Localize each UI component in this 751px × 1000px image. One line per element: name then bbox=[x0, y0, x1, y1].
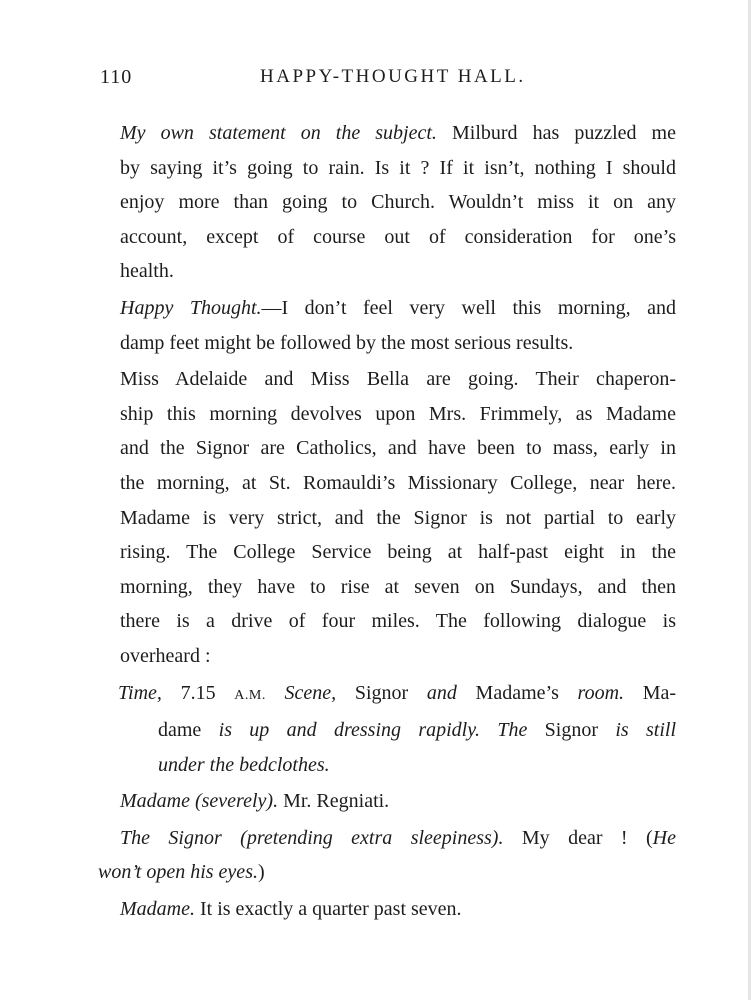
text-line bbox=[98, 291, 676, 326]
text-line bbox=[98, 855, 676, 890]
small-caps: A.M. bbox=[234, 687, 266, 703]
text-line: overheard : bbox=[120, 644, 211, 667]
text-line: enjoy more than going to Church. Wouldn’t miss it on any bbox=[120, 191, 676, 214]
text-line bbox=[98, 784, 676, 819]
speaker: Madame (severely). bbox=[120, 790, 279, 813]
page-number: 110 bbox=[100, 66, 133, 88]
speech: It is exactly a quarter past seven. bbox=[194, 898, 462, 921]
text-line: account, except of course out of consideration for one’s bbox=[120, 225, 676, 248]
text-span: ) bbox=[257, 861, 265, 884]
speech: My dear ! ( bbox=[503, 826, 653, 849]
text-line: Madame is very strict, and the Signor is not partial to early bbox=[120, 506, 676, 529]
running-title: HAPPY-THOUGHT HALL. bbox=[260, 66, 526, 87]
italic-phrase: is up and dressing rapidly. bbox=[218, 719, 480, 742]
italic-phrase: room. bbox=[577, 681, 625, 704]
text-span: Signor bbox=[336, 681, 427, 704]
paragraph-chaperonship bbox=[98, 362, 676, 673]
page-header bbox=[100, 66, 680, 96]
text-line bbox=[98, 821, 676, 856]
italic-phrase: Time, bbox=[118, 681, 162, 704]
text-line: ship this morning devolves upon Mrs. Frimmely, as Madame bbox=[120, 402, 676, 425]
text-line bbox=[158, 748, 676, 783]
speaker: The Signor (pretending extra sleepiness). bbox=[120, 826, 504, 849]
text-span: Ma- bbox=[624, 681, 677, 704]
text-line: damp feet might be followed by the most serious results. bbox=[120, 331, 574, 354]
paragraph-happy-thought bbox=[98, 291, 676, 360]
italic-phrase: Scene, bbox=[284, 681, 337, 704]
paragraph-statement bbox=[98, 116, 676, 289]
text-line bbox=[158, 713, 676, 748]
dialogue-signor bbox=[98, 821, 676, 890]
speech: Mr. Regniati. bbox=[278, 790, 390, 813]
italic-phrase: and bbox=[426, 681, 457, 704]
text-line: rising. The College Service being at half-past eight in the bbox=[120, 541, 676, 564]
dialogue-madame-1 bbox=[98, 784, 676, 819]
text-span: Milburd has puzzled me bbox=[436, 122, 676, 144]
text-line bbox=[118, 676, 677, 714]
italic-phrase: is still bbox=[615, 719, 677, 742]
speaker: Madame. bbox=[120, 898, 195, 921]
text-line: health. bbox=[120, 260, 174, 283]
italic-phrase: He bbox=[652, 826, 676, 849]
italic-phrase: The bbox=[497, 719, 528, 742]
text-line bbox=[98, 892, 676, 927]
text-line: morning, they have to rise at seven on Sundays, and then bbox=[120, 575, 676, 598]
dialogue-madame-2 bbox=[98, 892, 676, 927]
italic-phrase: under the bedclothes. bbox=[158, 753, 330, 776]
text-span bbox=[480, 719, 497, 741]
text-line: there is a drive of four miles. The following dialogue is bbox=[120, 610, 676, 633]
text-span: dame bbox=[158, 719, 219, 742]
text-line: Miss Adelaide and Miss Bella are going. Their chaperon- bbox=[120, 368, 676, 391]
text-line bbox=[98, 116, 676, 151]
italic-phrase: Happy Thought. bbox=[120, 296, 262, 319]
text-span: —I don’t feel very well this morning, and bbox=[261, 296, 676, 319]
stage-direction bbox=[98, 676, 676, 783]
italic-phrase: won’t open his eyes. bbox=[98, 861, 258, 884]
text-span: Signor bbox=[527, 719, 616, 742]
text-span: Madame’s bbox=[456, 681, 578, 704]
body-text bbox=[98, 116, 676, 927]
text-line: by saying it’s going to rain. Is it ? If it isn’t, nothing I should bbox=[120, 156, 676, 179]
text-span: 7.15 bbox=[161, 681, 235, 704]
italic-phrase: My own statement on the subject. bbox=[120, 122, 437, 144]
text-line: the morning, at St. Romauldi’s Missionary College, near here. bbox=[120, 471, 676, 494]
text-line: and the Signor are Catholics, and have been to mass, early in bbox=[120, 437, 676, 460]
